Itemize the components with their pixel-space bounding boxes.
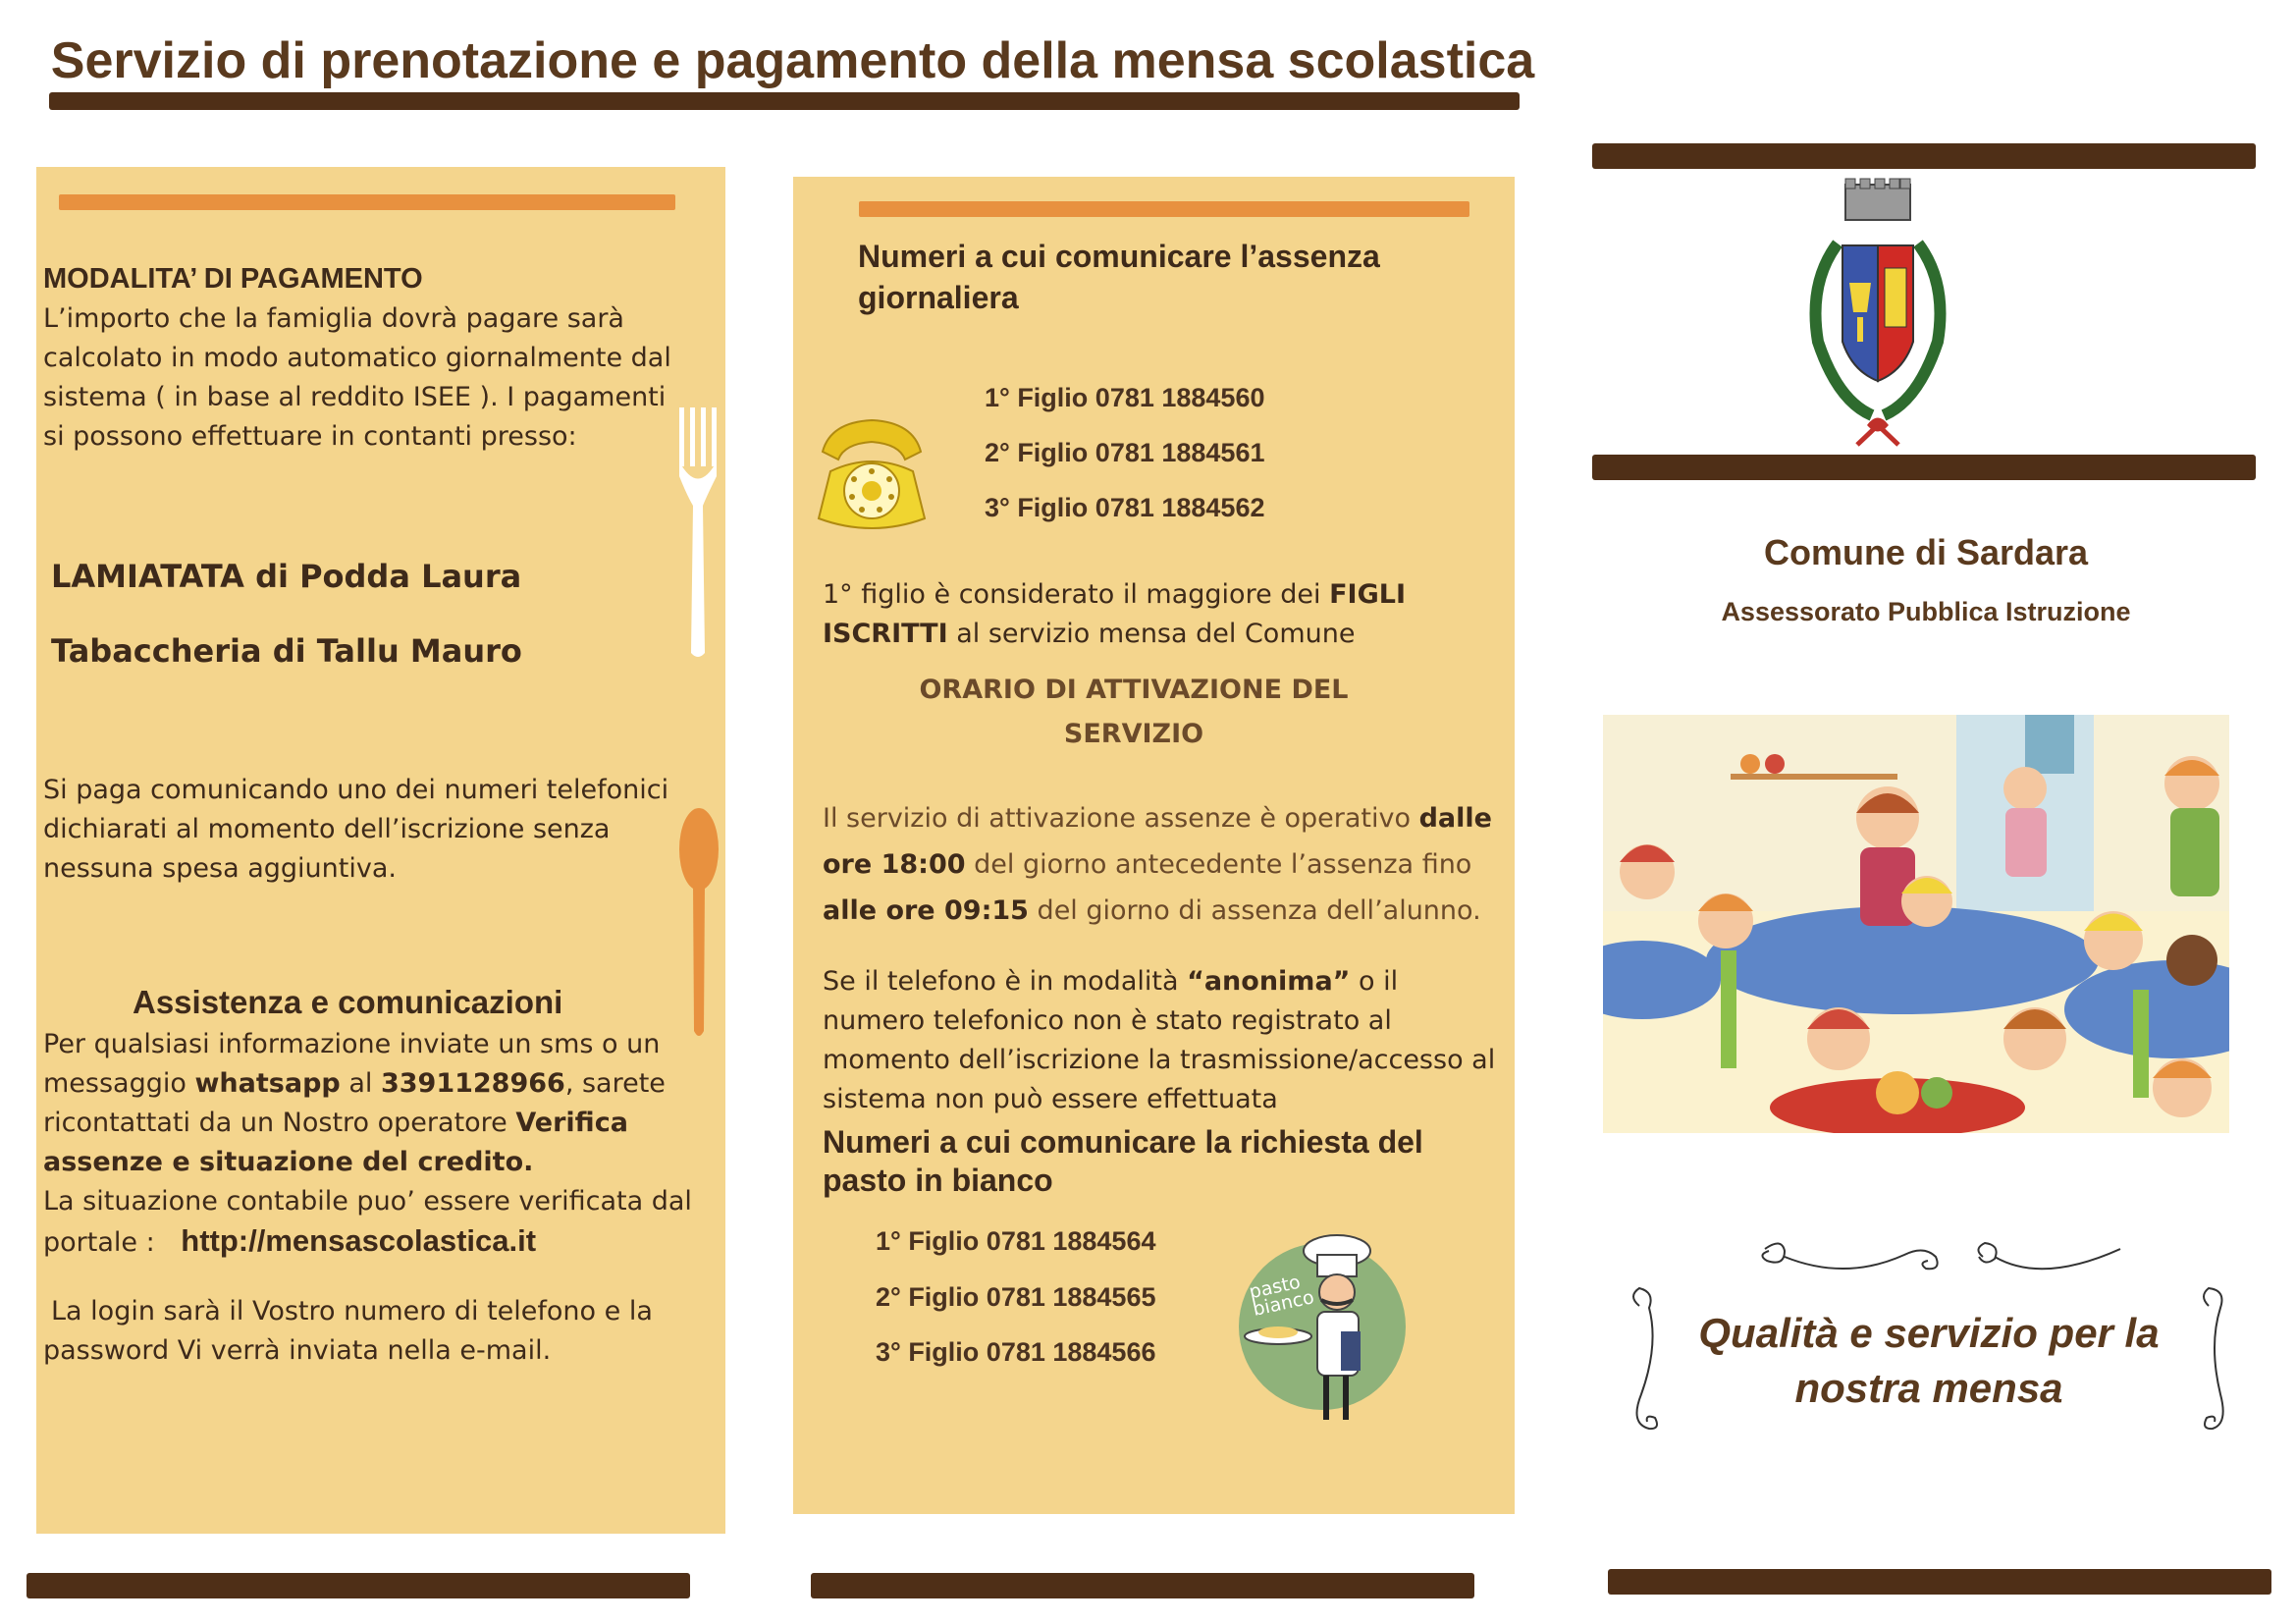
shop-name-2: Tabaccheria di Tallu Mauro (51, 632, 522, 670)
schedule-text-2: del giorno antecedente l’assenza fino (965, 849, 1472, 880)
spoon-icon (677, 805, 721, 1041)
assistance-text-4: La situazione contabile puo’ essere verificata dal portale : (43, 1186, 692, 1258)
municipality-name: Comune di Sardara (1763, 532, 2089, 572)
absence-phone-2: 2° Figlio 0781 1884561 (985, 438, 1265, 467)
assistance-text-1: Per qualsiasi informazione inviate un sms o un messaggio (43, 1029, 661, 1099)
white-meal-phone-1: 1° Figlio 0781 1884564 (876, 1226, 1156, 1256)
absence-phone-3: 3° Figlio 0781 1884562 (985, 493, 1265, 522)
middle-accent-bar (859, 201, 1469, 217)
whatsapp-label: whatsapp (194, 1068, 341, 1099)
first-child-note (823, 575, 1500, 654)
schedule-heading: ORARIO DI ATTIVAZIONE DEL SERVIZIO (919, 675, 1349, 749)
schedule-text-1: Il servizio di attivazione assenze è operativo (823, 803, 1419, 834)
left-accent-bar (59, 194, 675, 210)
left-bottom-bar (27, 1573, 690, 1598)
portal-link[interactable]: http://mensascolastica.it (181, 1223, 537, 1258)
assistance-heading: Assistenza e comunicazioni (133, 984, 563, 1020)
anonymous-text-2: o il numero telefonico non è stato registrato al momento dell’iscrizione la trasmissione/accesso al sistema non può essere effettuata (823, 966, 1496, 1114)
assistance-text-3: , sarete ricontattati da un Nostro operatore (43, 1068, 666, 1138)
absence-heading: Numeri a cui comunicare l’assenza giornaliera (858, 239, 1380, 315)
schedule-text-3: del giorno di assenza dell’alunno. (1028, 895, 1481, 926)
first-child-text-2: al servizio mensa del Comune (947, 619, 1356, 649)
schedule-to: alle ore 09:15 (823, 895, 1029, 926)
anonymous-bold: “anonima” (1187, 966, 1351, 997)
assistance-text-2: al (340, 1068, 381, 1099)
right-bottom-bar (1608, 1569, 2271, 1595)
shop-name-1: LAMIATATA di Podda Laura (51, 558, 522, 595)
assistance-text (43, 1025, 696, 1263)
white-meal-phone-3: 3° Figlio 0781 1884566 (876, 1337, 1156, 1367)
verify-credit-label: Verifica assenze e situazione del credito. (43, 1108, 628, 1177)
telephone-icon (811, 412, 934, 535)
whatsapp-number: 3391128966 (380, 1068, 565, 1099)
fork-icon (677, 407, 726, 658)
anonymous-text-1: Se il telefono è in modalità (823, 966, 1188, 997)
chef-illustration (1239, 1233, 1411, 1430)
white-meal-phone-2: 2° Figlio 0781 1884565 (876, 1282, 1156, 1312)
payment-note: Si paga comunicando uno dei numeri telefonici dichiarati al momento dell’iscrizione senza nessuna spesa aggiuntiva. (43, 775, 669, 884)
title-underline (49, 92, 1520, 110)
right-top-bar (1592, 143, 2256, 169)
right-mid-bar (1592, 455, 2256, 480)
absence-phone-1: 1° Figlio 0781 1884560 (985, 383, 1265, 412)
schedule-from: dalle ore 18:00 (823, 803, 1492, 880)
schedule-text (823, 795, 1500, 934)
department-name: Assessorato Pubblica Istruzione (1721, 597, 2131, 626)
login-text: La login sarà il Vostro numero di telefono e la password Vi verrà inviata nella e-mail. (43, 1296, 653, 1366)
canteen-illustration (1603, 715, 2229, 1133)
payment-heading: MODALITA’ DI PAGAMENTO (43, 263, 423, 295)
payment-text: L’importo che la famiglia dovrà pagare sarà calcolato in modo automatico giornalmente dal sistema ( in base al reddito ISEE ). I pagamenti si possono effettuare in contanti presso: (43, 303, 671, 452)
first-child-bold: FIGLI ISCRITTI (823, 579, 1407, 649)
coat-of-arms-emblem (1798, 175, 1957, 450)
anonymous-note (823, 962, 1505, 1119)
first-child-text-1: 1° figlio è considerato il maggiore dei (823, 579, 1330, 610)
page-title: Servizio di prenotazione e pagamento della mensa scolastica (50, 32, 1535, 89)
slogan-text: Qualità e servizio per la nostra mensa (1698, 1310, 2160, 1411)
white-meal-heading: Numeri a cui comunicare la richiesta del pasto in bianco (823, 1124, 1423, 1198)
middle-bottom-bar (811, 1573, 1474, 1598)
chef-badge-text: pasto bianco (1247, 1271, 1316, 1321)
